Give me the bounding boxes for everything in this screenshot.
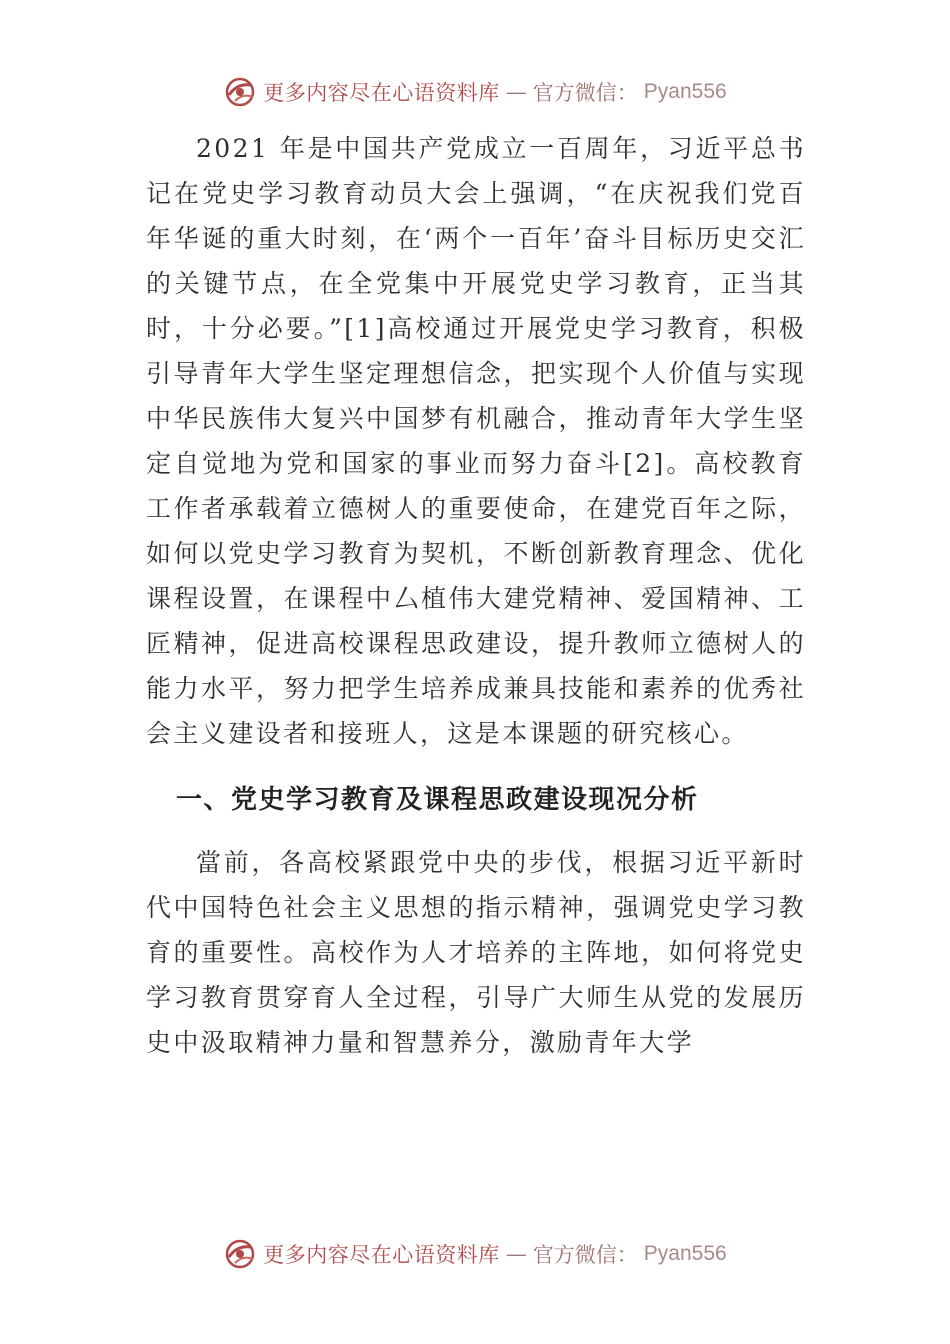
paragraph-section-1: 當前，各高校紧跟党中央的步伐，根据习近平新时代中国特色社会主义思想的指示精神，强调党史学习教育的重要性。高校作为人才培养的主阵地，如何将党史学习教育贯穿育人全过程，引导广大师生从党的发展历史中汲取精神力量和智慧养分，激励青年大学	[146, 848, 806, 1057]
watermark-dash: —	[505, 80, 527, 104]
paragraph-intro: 2021 年是中国共产党成立一百周年，习近平总书记在党史学习教育动员大会上强调，“在庆祝我们党百年华诞的重大时刻，在‘两个一百年’奋斗目标历史交汇的关键节点，在全党集中开展党史学习教育，正当其时，十分必要。”[1]高校通过开展党史学习教育，积极引导青年大学生坚定理想信念，把实现个人价值与实现中华民族伟大复兴中国梦有机融合，推动青年大学生坚定自觉地为党和国家的事业而努力奋斗[2]。高校教育工作者承载着立德树人的重要使命，在建党百年之际，如何以党史学习教育为契机，不断创新教育理念、优化课程设置，在课程中厶植伟大建党精神、爱国精神、工匠精神，促进高校课程思政建设，提升教师立德树人的能力水平，努力把学生培养成兼具技能和素养的优秀社会主义建设者和接班人，这是本课题的研究核心。	[146, 134, 806, 748]
watermark-header	[0, 72, 950, 112]
document-body	[146, 126, 806, 1065]
watermark-footer	[0, 1234, 950, 1274]
library-logo-icon	[223, 1237, 257, 1271]
watermark-contact-label: 官方微信：	[532, 81, 638, 105]
watermark-contact-id: Pyan556	[643, 80, 727, 103]
watermark-contact-label: 官方微信：	[532, 1243, 638, 1267]
library-logo-icon	[223, 75, 257, 109]
watermark-site-text: 更多内容尽在心语资料库	[263, 1243, 500, 1267]
section-heading: 一、党史学习教育及课程思政建设现况分析	[176, 785, 699, 815]
watermark-site-text: 更多内容尽在心语资料库	[263, 81, 500, 105]
watermark-contact-id: Pyan556	[643, 1242, 727, 1265]
watermark-dash: —	[505, 1242, 527, 1266]
